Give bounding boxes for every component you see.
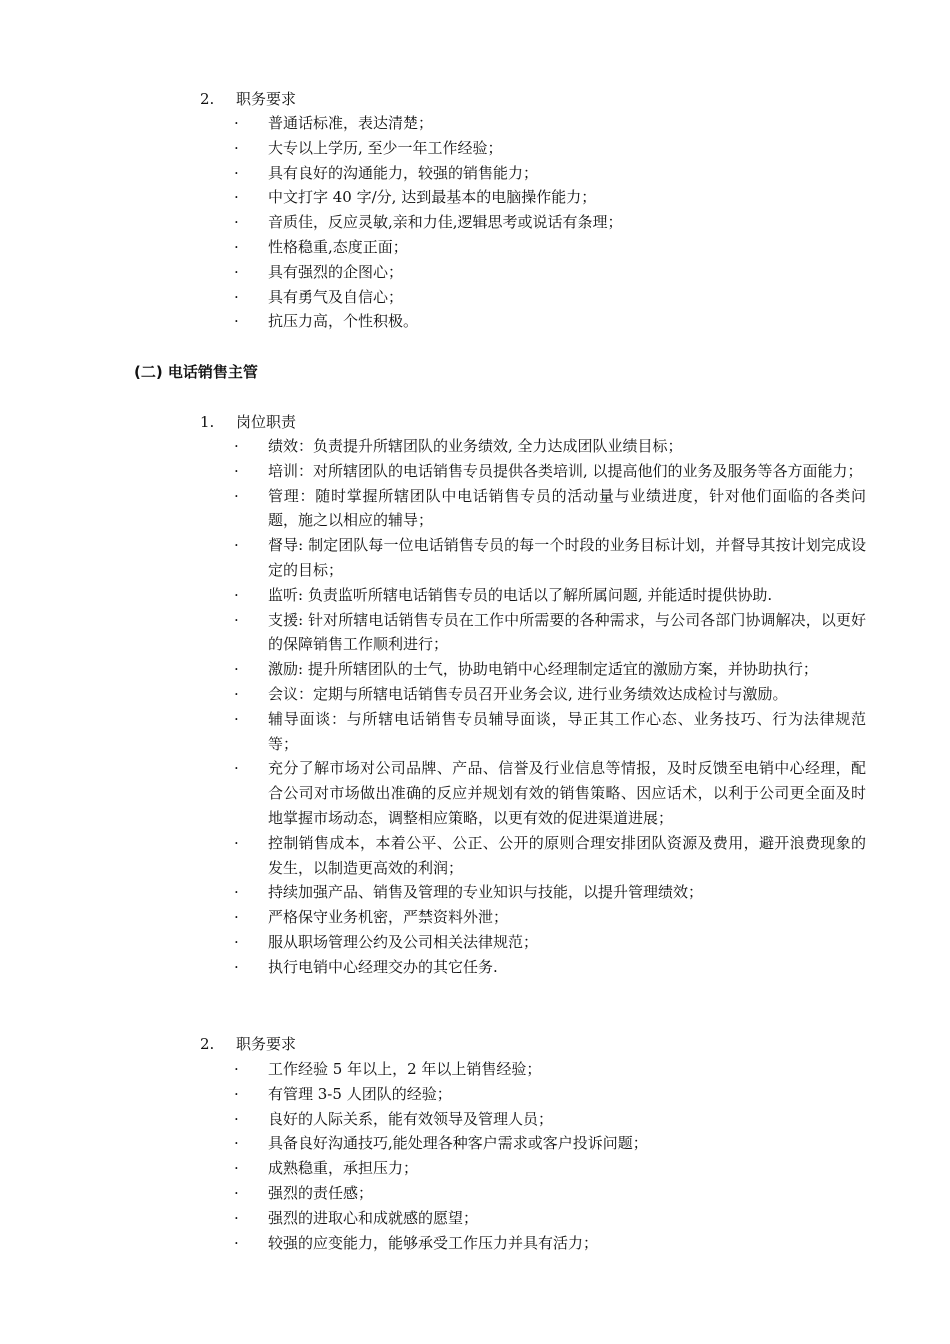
list-item-text: 具有勇气及自信心； (268, 287, 404, 306)
list-item-text: 持续加强产品、销售及管理的专业知识与技能，以提升管理绩效； (268, 883, 704, 902)
bullet-icon: · (234, 536, 239, 555)
list-item-text: 执行电销中心经理交办的其它任务. (268, 957, 498, 976)
list-item (234, 1181, 874, 1206)
bullet-icon: · (234, 1134, 239, 1153)
list-item-text: 督导: 制定团队每一位电话销售专员的每一个时段的业务目标计划，并督导其按计划完成设定的目标； (268, 536, 866, 579)
heading-text: 岗位职责 (236, 413, 297, 431)
bullet-icon: · (234, 138, 239, 157)
list-item (234, 235, 874, 260)
list-item (234, 434, 874, 459)
list-item-text: 良好的人际关系，能有效领导及管理人员； (268, 1109, 554, 1128)
bullet-icon: · (234, 610, 239, 629)
list-item (234, 484, 874, 534)
bullet-icon: · (234, 833, 239, 852)
list-item-text: 管理：随时掌握所辖团队中电话销售专员的活动量与业绩进度，针对他们面临的各类问题，施之以相应的辅导； (268, 486, 866, 530)
list-item-text: 服从职场管理公约及公司相关法律规范； (268, 932, 539, 951)
list-item (234, 161, 874, 186)
heading-text: 职务要求 (236, 90, 297, 108)
list-item (234, 1082, 874, 1107)
bullet-icon: · (234, 1084, 239, 1103)
list-item (234, 608, 874, 658)
bullet-icon: · (234, 932, 239, 951)
list-item-text: 充分了解市场对公司品牌、产品、信誉及行业信息等情报，及时反馈至电销中心经理，配合公司对市场做出准确的反应并规划有效的销售策略、因应话术，以利于公司更全面及时地掌握市场动态，调整相应策略，以更有效的促进渠道进展； (268, 759, 866, 827)
list-item-text: 强烈的进取心和成就感的愿望； (268, 1208, 479, 1227)
bullet-icon: · (234, 660, 239, 679)
list-item-text: 抗压力高，个性积极。 (268, 312, 419, 331)
list-item (234, 1057, 874, 1082)
list-item (234, 583, 874, 608)
list-item-text: 强烈的责任感； (268, 1183, 374, 1202)
bullet-icon: · (234, 1109, 239, 1128)
list-item (234, 260, 874, 285)
list-item (234, 930, 874, 955)
bullet-icon: · (234, 684, 239, 703)
bullet-icon: · (234, 1060, 239, 1078)
list-item-text: 成熟稳重，承担压力； (268, 1159, 419, 1178)
list-item-text: 普通话标准，表达清楚； (268, 114, 434, 132)
list-item (234, 309, 874, 334)
bullet-icon: · (234, 1159, 239, 1178)
bullet-icon: · (234, 461, 239, 480)
list-item-text: 具有良好的沟通能力，较强的销售能力； (268, 163, 539, 182)
bullet-list (234, 434, 874, 980)
list-item-text: 辅导面谈：与所辖电话销售专员辅导面谈，导正其工作心态、业务技巧、行为法律规范等； (268, 709, 866, 753)
list-item (234, 459, 874, 484)
list-item (234, 831, 874, 881)
numbered-heading (200, 410, 296, 434)
list-item-text: 大专以上学历, 至少一年工作经验； (268, 138, 503, 157)
bullet-icon: · (234, 908, 239, 927)
bullet-list (234, 111, 874, 334)
list-item (234, 905, 874, 930)
bullet-icon: · (234, 1183, 239, 1202)
list-item-text: 严格保守业务机密，严禁资料外泄； (268, 908, 509, 927)
bullet-icon: · (234, 287, 239, 306)
list-item (234, 1231, 874, 1256)
list-item-text: 音质佳，反应灵敏,亲和力佳,逻辑思考或说话有条理； (268, 213, 623, 232)
bullet-icon: · (234, 312, 239, 331)
list-item-text: 监听: 负责监听所辖电话销售专员的电话以了解所属问题, 并能适时提供协助. (268, 585, 773, 604)
list-item-text: 较强的应变能力，能够承受工作压力并具有活力； (268, 1233, 599, 1252)
heading-number: 2. (200, 1035, 215, 1053)
heading-text: 职务要求 (236, 1035, 297, 1053)
list-item (234, 1156, 874, 1181)
bullet-icon: · (234, 709, 239, 728)
list-item-text: 会议：定期与所辖电话销售专员召开业务会议, 进行业务绩效达成检讨与激励。 (268, 684, 788, 703)
bullet-icon: · (234, 437, 239, 455)
list-item (234, 285, 874, 310)
section-title: (二) 电话销售主管 (134, 363, 258, 381)
numbered-heading (200, 1032, 296, 1056)
bullet-icon: · (234, 1208, 239, 1227)
bullet-icon: · (234, 585, 239, 604)
list-item-text: 有管理 3-5 人团队的经验； (268, 1084, 452, 1103)
list-item (234, 756, 874, 830)
bullet-icon: · (234, 237, 239, 256)
bullet-icon: · (234, 114, 239, 132)
list-item (234, 1107, 874, 1132)
list-item-text: 工作经验 5 年以上，2 年以上销售经验； (268, 1060, 542, 1078)
bullet-icon: · (234, 486, 239, 505)
list-item-text: 激励: 提升所辖团队的士气，协助电销中心经理制定适宜的激励方案，并协助执行； (268, 660, 818, 679)
bullet-icon: · (234, 262, 239, 281)
numbered-heading (200, 87, 296, 111)
heading-number: 1. (200, 413, 215, 431)
list-item (234, 185, 874, 210)
bullet-list (234, 1057, 874, 1255)
list-item (234, 707, 874, 757)
heading-number: 2. (200, 90, 215, 108)
bullet-icon: · (234, 759, 239, 778)
bullet-icon: · (234, 163, 239, 182)
bullet-icon: · (234, 883, 239, 902)
list-item-text: 控制销售成本，本着公平、公正、公开的原则合理安排团队资源及费用，避开浪费现象的发生，以制造更高效的利润； (268, 833, 866, 877)
list-item (234, 210, 874, 235)
list-item-text: 支援: 针对所辖电话销售专员在工作中所需要的各种需求，与公司各部门协调解决，以更好的保障销售工作顺利进行； (268, 610, 866, 654)
bullet-icon: · (234, 213, 239, 232)
list-item (234, 533, 874, 583)
list-item (234, 1131, 874, 1156)
list-item-text: 具备良好沟通技巧,能处理各种客户需求或客户投诉问题； (268, 1134, 648, 1153)
bullet-icon: · (234, 188, 239, 207)
list-item (234, 880, 874, 905)
list-item-text: 具有强烈的企图心； (268, 262, 404, 281)
bullet-icon: · (234, 957, 239, 976)
list-item-text: 中文打字 40 字/分, 达到最基本的电脑操作能力； (268, 188, 597, 207)
list-item (234, 136, 874, 161)
list-item-text: 性格稳重,态度正面； (268, 237, 408, 256)
list-item (234, 657, 874, 682)
list-item (234, 955, 874, 980)
list-item (234, 111, 874, 136)
bullet-icon: · (234, 1233, 239, 1252)
list-item-text: 绩效：负责提升所辖团队的业务绩效, 全力达成团队业绩目标； (268, 437, 683, 455)
list-item (234, 1206, 874, 1231)
list-item-text: 培训：对所辖团队的电话销售专员提供各类培训, 以提高他们的业务及服务等各方面能力； (268, 461, 863, 480)
list-item (234, 682, 874, 707)
